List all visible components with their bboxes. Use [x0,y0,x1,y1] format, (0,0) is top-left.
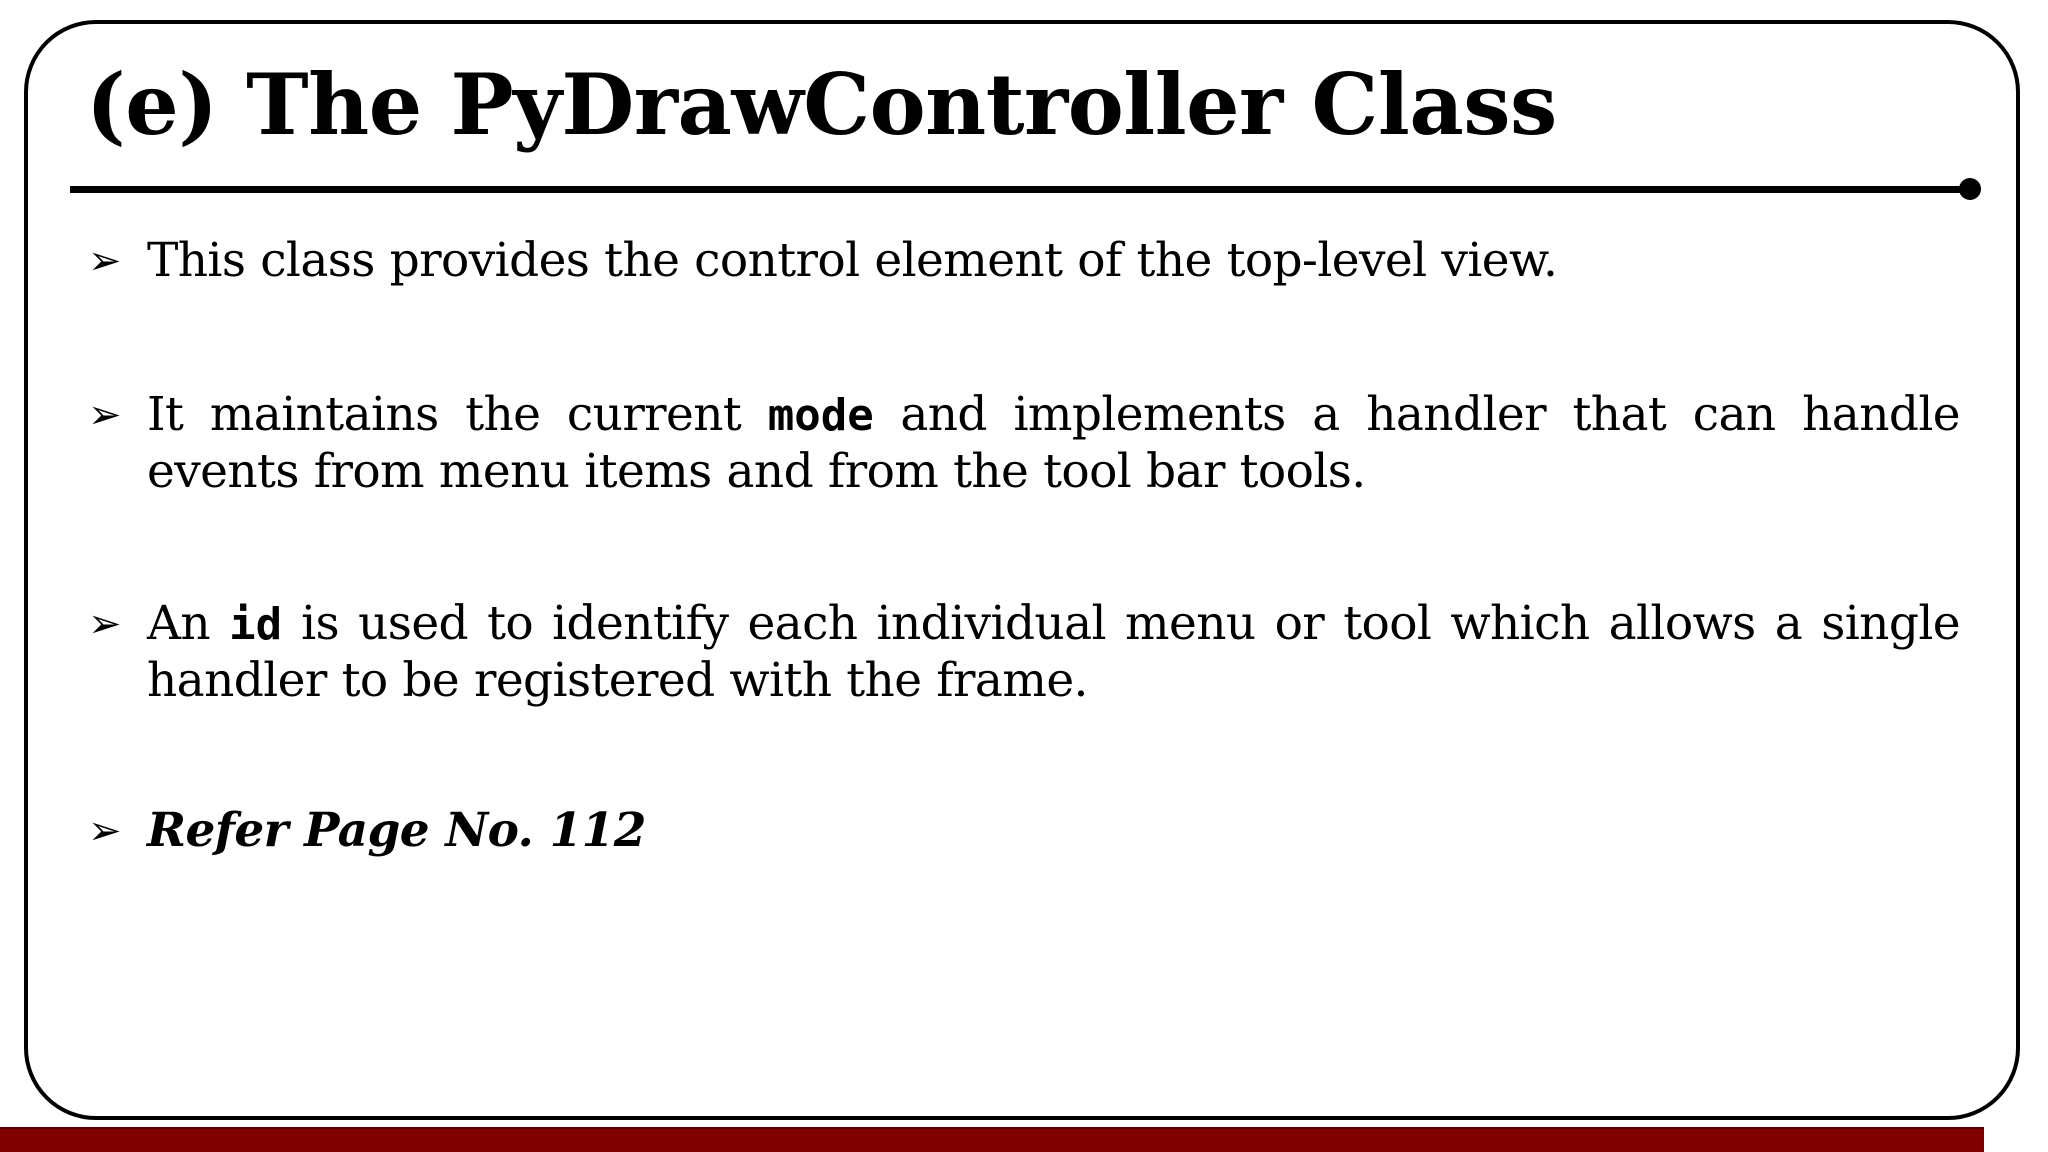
bullet-text-2 [147,387,1960,500]
bullet-text-2-after: and implements a handler that can handle events from menu items and from the tool bar tools. [147,387,1961,499]
arrowhead-bullet-icon: ➢ [88,392,122,438]
bullet-item-2 [88,387,1960,500]
bullet-text-3 [147,596,1960,709]
code-term-id: id [229,599,283,650]
slide-frame [24,20,2020,1120]
bullet-item-4 [88,803,1960,859]
bullet-text-2-before: It maintains the current [147,387,768,442]
arrowhead-bullet-icon: ➢ [88,601,122,647]
bullet-text-3-after: is used to identify each individual menu or tool which allows a single handler to be registered with the frame. [147,596,1960,708]
page-reference: Refer Page No. 112 [147,803,646,858]
slide-title: (e) The PyDrawController Class [86,55,1557,154]
arrowhead-bullet-icon: ➢ [88,238,122,284]
bullet-item-1 [88,233,1960,289]
bullet-text-1 [147,233,1960,289]
arrowhead-bullet-icon: ➢ [88,808,122,854]
code-term-mode: mode [767,390,874,441]
bullet-item-3 [88,596,1960,709]
title-underline [70,186,1970,193]
title-underline-end-dot [1959,178,1981,200]
bullet-text-3-before: An [147,596,230,651]
bullet-text-1-content: This class provides the control element of the top-level view. [147,233,1558,288]
footer-bar [0,1127,1984,1152]
bullet-text-4 [147,803,1960,859]
